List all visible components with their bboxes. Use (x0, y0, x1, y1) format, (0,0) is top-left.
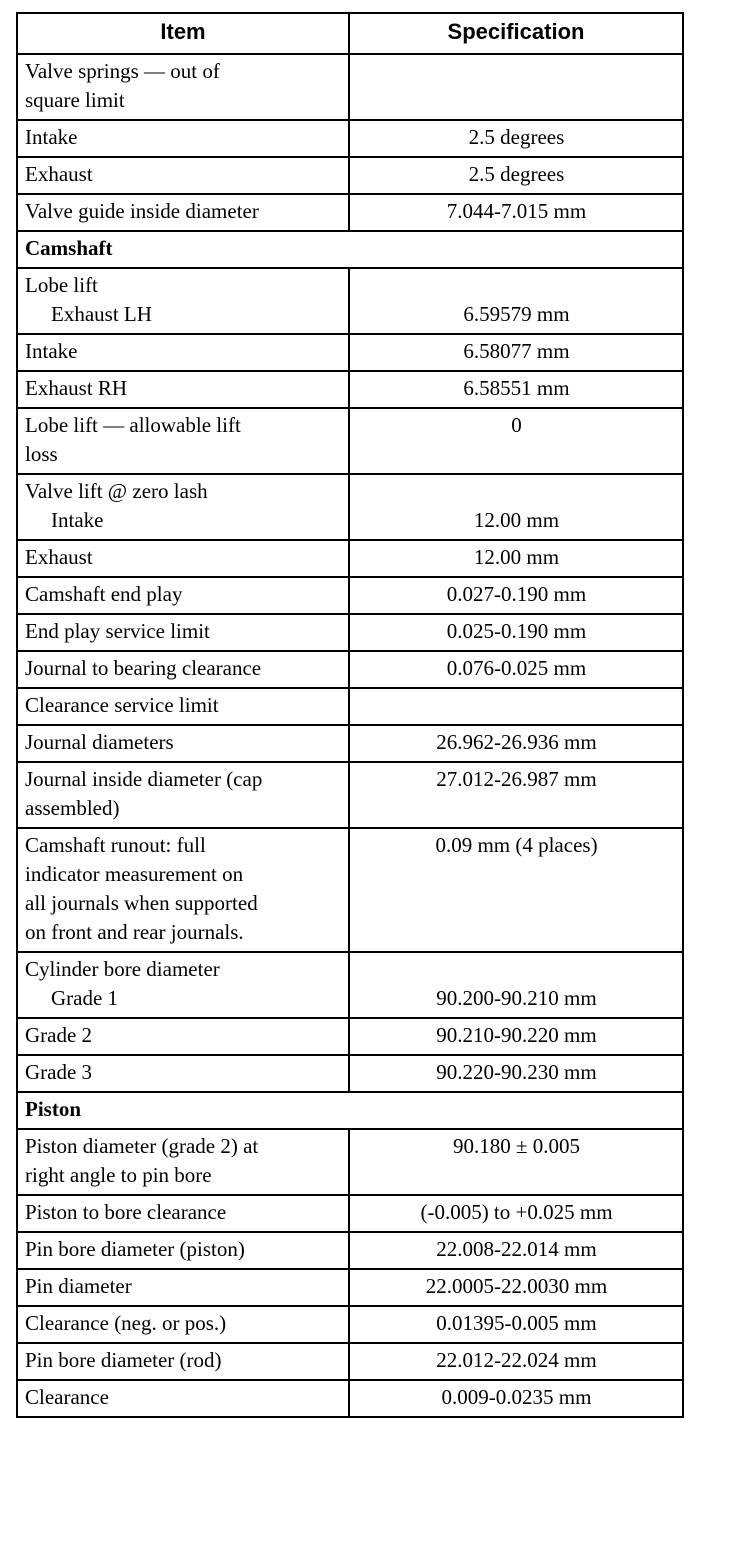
item-line: right angle to pin bore (25, 1163, 212, 1187)
item-line: all journals when supported (25, 891, 258, 915)
header-row (17, 13, 683, 54)
table-row (17, 334, 683, 371)
item-cell (17, 762, 349, 828)
item-cell: End play service limit (17, 614, 349, 651)
item-cell: Exhaust (17, 157, 349, 194)
spec-cell (349, 688, 683, 725)
spec-cell: 0.009-0.0235 mm (349, 1380, 683, 1417)
table-row (17, 614, 683, 651)
item-line: Lobe lift — allowable lift (25, 413, 241, 437)
spacer-line (357, 955, 676, 984)
table-row (17, 1343, 683, 1380)
table-row (17, 1306, 683, 1343)
item-cell: Intake (17, 120, 349, 157)
spec-cell: 0.076-0.025 mm (349, 651, 683, 688)
spec-cell (349, 54, 683, 120)
item-cell: Pin diameter (17, 1269, 349, 1306)
spec-cell (349, 268, 683, 334)
header-specification: Specification (349, 13, 683, 54)
spec-line: 90.200-90.210 mm (436, 986, 597, 1010)
table-row (17, 1129, 683, 1195)
item-cell: Journal diameters (17, 725, 349, 762)
item-cell (17, 474, 349, 540)
item-cell: Clearance service limit (17, 688, 349, 725)
spec-cell: 0.025-0.190 mm (349, 614, 683, 651)
item-line: Cylinder bore diameter (25, 957, 220, 981)
item-line: Piston diameter (grade 2) at (25, 1134, 259, 1158)
spec-table (16, 12, 684, 1418)
spec-cell: 0.01395-0.005 mm (349, 1306, 683, 1343)
table-row (17, 828, 683, 952)
item-cell (17, 408, 349, 474)
header-item: Item (17, 13, 349, 54)
item-subline: Exhaust LH (51, 302, 152, 326)
spec-cell: 6.58077 mm (349, 334, 683, 371)
spec-cell: 12.00 mm (349, 540, 683, 577)
table-row (17, 408, 683, 474)
item-cell: Journal to bearing clearance (17, 651, 349, 688)
table-row (17, 1269, 683, 1306)
spec-line: 12.00 mm (473, 508, 560, 532)
table-row (17, 540, 683, 577)
table-row (17, 762, 683, 828)
table-row (17, 577, 683, 614)
item-cell (17, 1129, 349, 1195)
item-line: Valve lift @ zero lash (25, 479, 208, 503)
item-line: Valve springs — out of (25, 59, 220, 83)
item-line: Journal inside diameter (cap (25, 767, 263, 791)
section-row-camshaft (17, 231, 683, 268)
section-heading: Piston (17, 1092, 683, 1129)
item-cell (17, 828, 349, 952)
table-row (17, 1018, 683, 1055)
table-row (17, 1232, 683, 1269)
table-row (17, 1380, 683, 1417)
item-cell: Grade 3 (17, 1055, 349, 1092)
spec-cell: 26.962-26.936 mm (349, 725, 683, 762)
item-cell: Valve guide inside diameter (17, 194, 349, 231)
spec-line: 6.59579 mm (463, 302, 570, 326)
spec-cell: 22.012-22.024 mm (349, 1343, 683, 1380)
item-cell (17, 952, 349, 1018)
table-row (17, 651, 683, 688)
item-line: loss (25, 442, 58, 466)
item-cell: Pin bore diameter (piston) (17, 1232, 349, 1269)
item-line: assembled) (25, 796, 120, 820)
table-row (17, 952, 683, 1018)
item-cell: Grade 2 (17, 1018, 349, 1055)
spec-cell (349, 474, 683, 540)
table-row (17, 474, 683, 540)
item-subline: Intake (51, 508, 104, 532)
table-row (17, 157, 683, 194)
item-cell: Exhaust RH (17, 371, 349, 408)
item-cell: Camshaft end play (17, 577, 349, 614)
table-row (17, 268, 683, 334)
spec-cell: 2.5 degrees (349, 120, 683, 157)
item-cell: Intake (17, 334, 349, 371)
spec-cell: 0 (349, 408, 683, 474)
item-subline: Grade 1 (51, 986, 119, 1010)
item-cell: Exhaust (17, 540, 349, 577)
spec-cell: 2.5 degrees (349, 157, 683, 194)
spacer-line (357, 271, 676, 300)
spec-cell: 90.180 ± 0.005 (349, 1129, 683, 1195)
item-line: square limit (25, 88, 125, 112)
table-row (17, 194, 683, 231)
table-row (17, 54, 683, 120)
table-row (17, 688, 683, 725)
table-row (17, 725, 683, 762)
table-row (17, 371, 683, 408)
spec-cell: 7.044-7.015 mm (349, 194, 683, 231)
item-line: indicator measurement on (25, 862, 244, 886)
section-heading: Camshaft (17, 231, 683, 268)
spec-cell: 22.0005-22.0030 mm (349, 1269, 683, 1306)
item-cell: Clearance (neg. or pos.) (17, 1306, 349, 1343)
spec-cell (349, 952, 683, 1018)
item-cell: Piston to bore clearance (17, 1195, 349, 1232)
item-cell (17, 54, 349, 120)
item-line: on front and rear journals. (25, 920, 244, 944)
table-row (17, 1055, 683, 1092)
item-line: Lobe lift (25, 273, 98, 297)
item-cell: Clearance (17, 1380, 349, 1417)
spec-cell: 0.027-0.190 mm (349, 577, 683, 614)
spec-cell: (-0.005) to +0.025 mm (349, 1195, 683, 1232)
spec-cell: 27.012-26.987 mm (349, 762, 683, 828)
table-row (17, 120, 683, 157)
section-row-piston (17, 1092, 683, 1129)
spec-cell: 90.220-90.230 mm (349, 1055, 683, 1092)
item-line: Camshaft runout: full (25, 833, 206, 857)
spec-cell: 90.210-90.220 mm (349, 1018, 683, 1055)
spec-cell: 0.09 mm (4 places) (349, 828, 683, 952)
spec-cell: 22.008-22.014 mm (349, 1232, 683, 1269)
item-cell (17, 268, 349, 334)
item-cell: Pin bore diameter (rod) (17, 1343, 349, 1380)
spec-cell: 6.58551 mm (349, 371, 683, 408)
table-row (17, 1195, 683, 1232)
spacer-line (357, 477, 676, 506)
